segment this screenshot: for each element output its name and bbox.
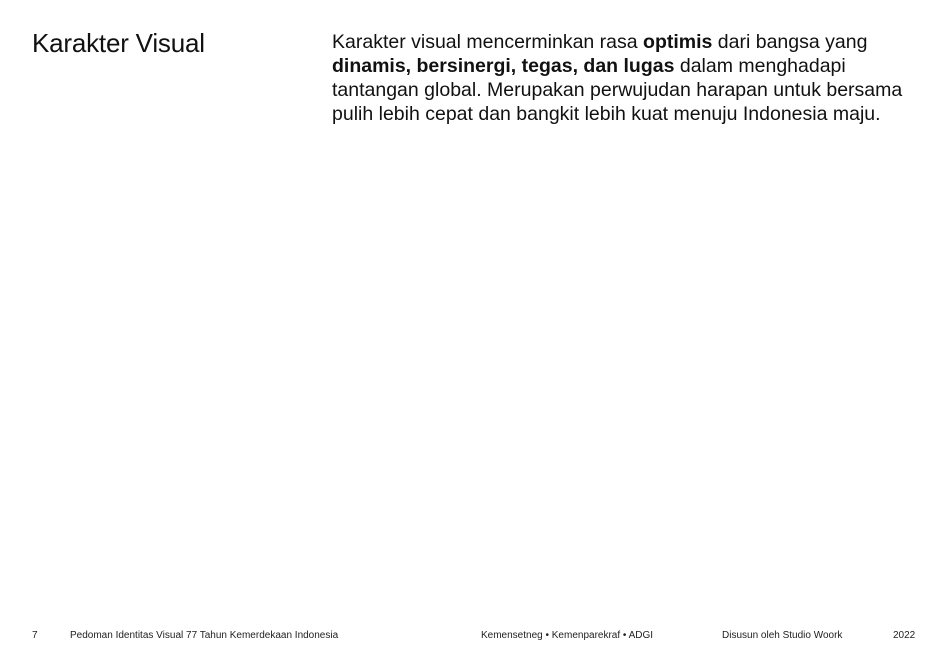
footer-organizations: Kemensetneg • Kemenparekraf • ADGI (481, 630, 654, 641)
footer-page-number: 7 (32, 630, 38, 641)
footer-author: Disusun oleh Studio Woork (722, 630, 843, 641)
body-text-part-1: Karakter visual mencerminkan rasa (332, 31, 644, 53)
footer-document-title: Pedoman Identitas Visual 77 Tahun Kemerdekaan Indonesia (70, 630, 339, 641)
page-footer (0, 630, 950, 644)
footer-year: 2022 (893, 630, 916, 641)
body-bold-optimis: optimis (643, 31, 713, 53)
body-paragraph (332, 30, 912, 126)
page-title: Karakter Visual (32, 28, 205, 58)
body-text-part-3: dalam menghadapi tantangan global. Merupakan perwujudan harapan untuk bersama pulih lebih cepat dan bangkit lebih kuat menuju Indonesia maju. (332, 55, 903, 125)
body-text-part-2: dari bangsa yang (712, 31, 868, 53)
body-bold-traits: dinamis, bersinergi, tegas, dan lugas (332, 55, 675, 77)
